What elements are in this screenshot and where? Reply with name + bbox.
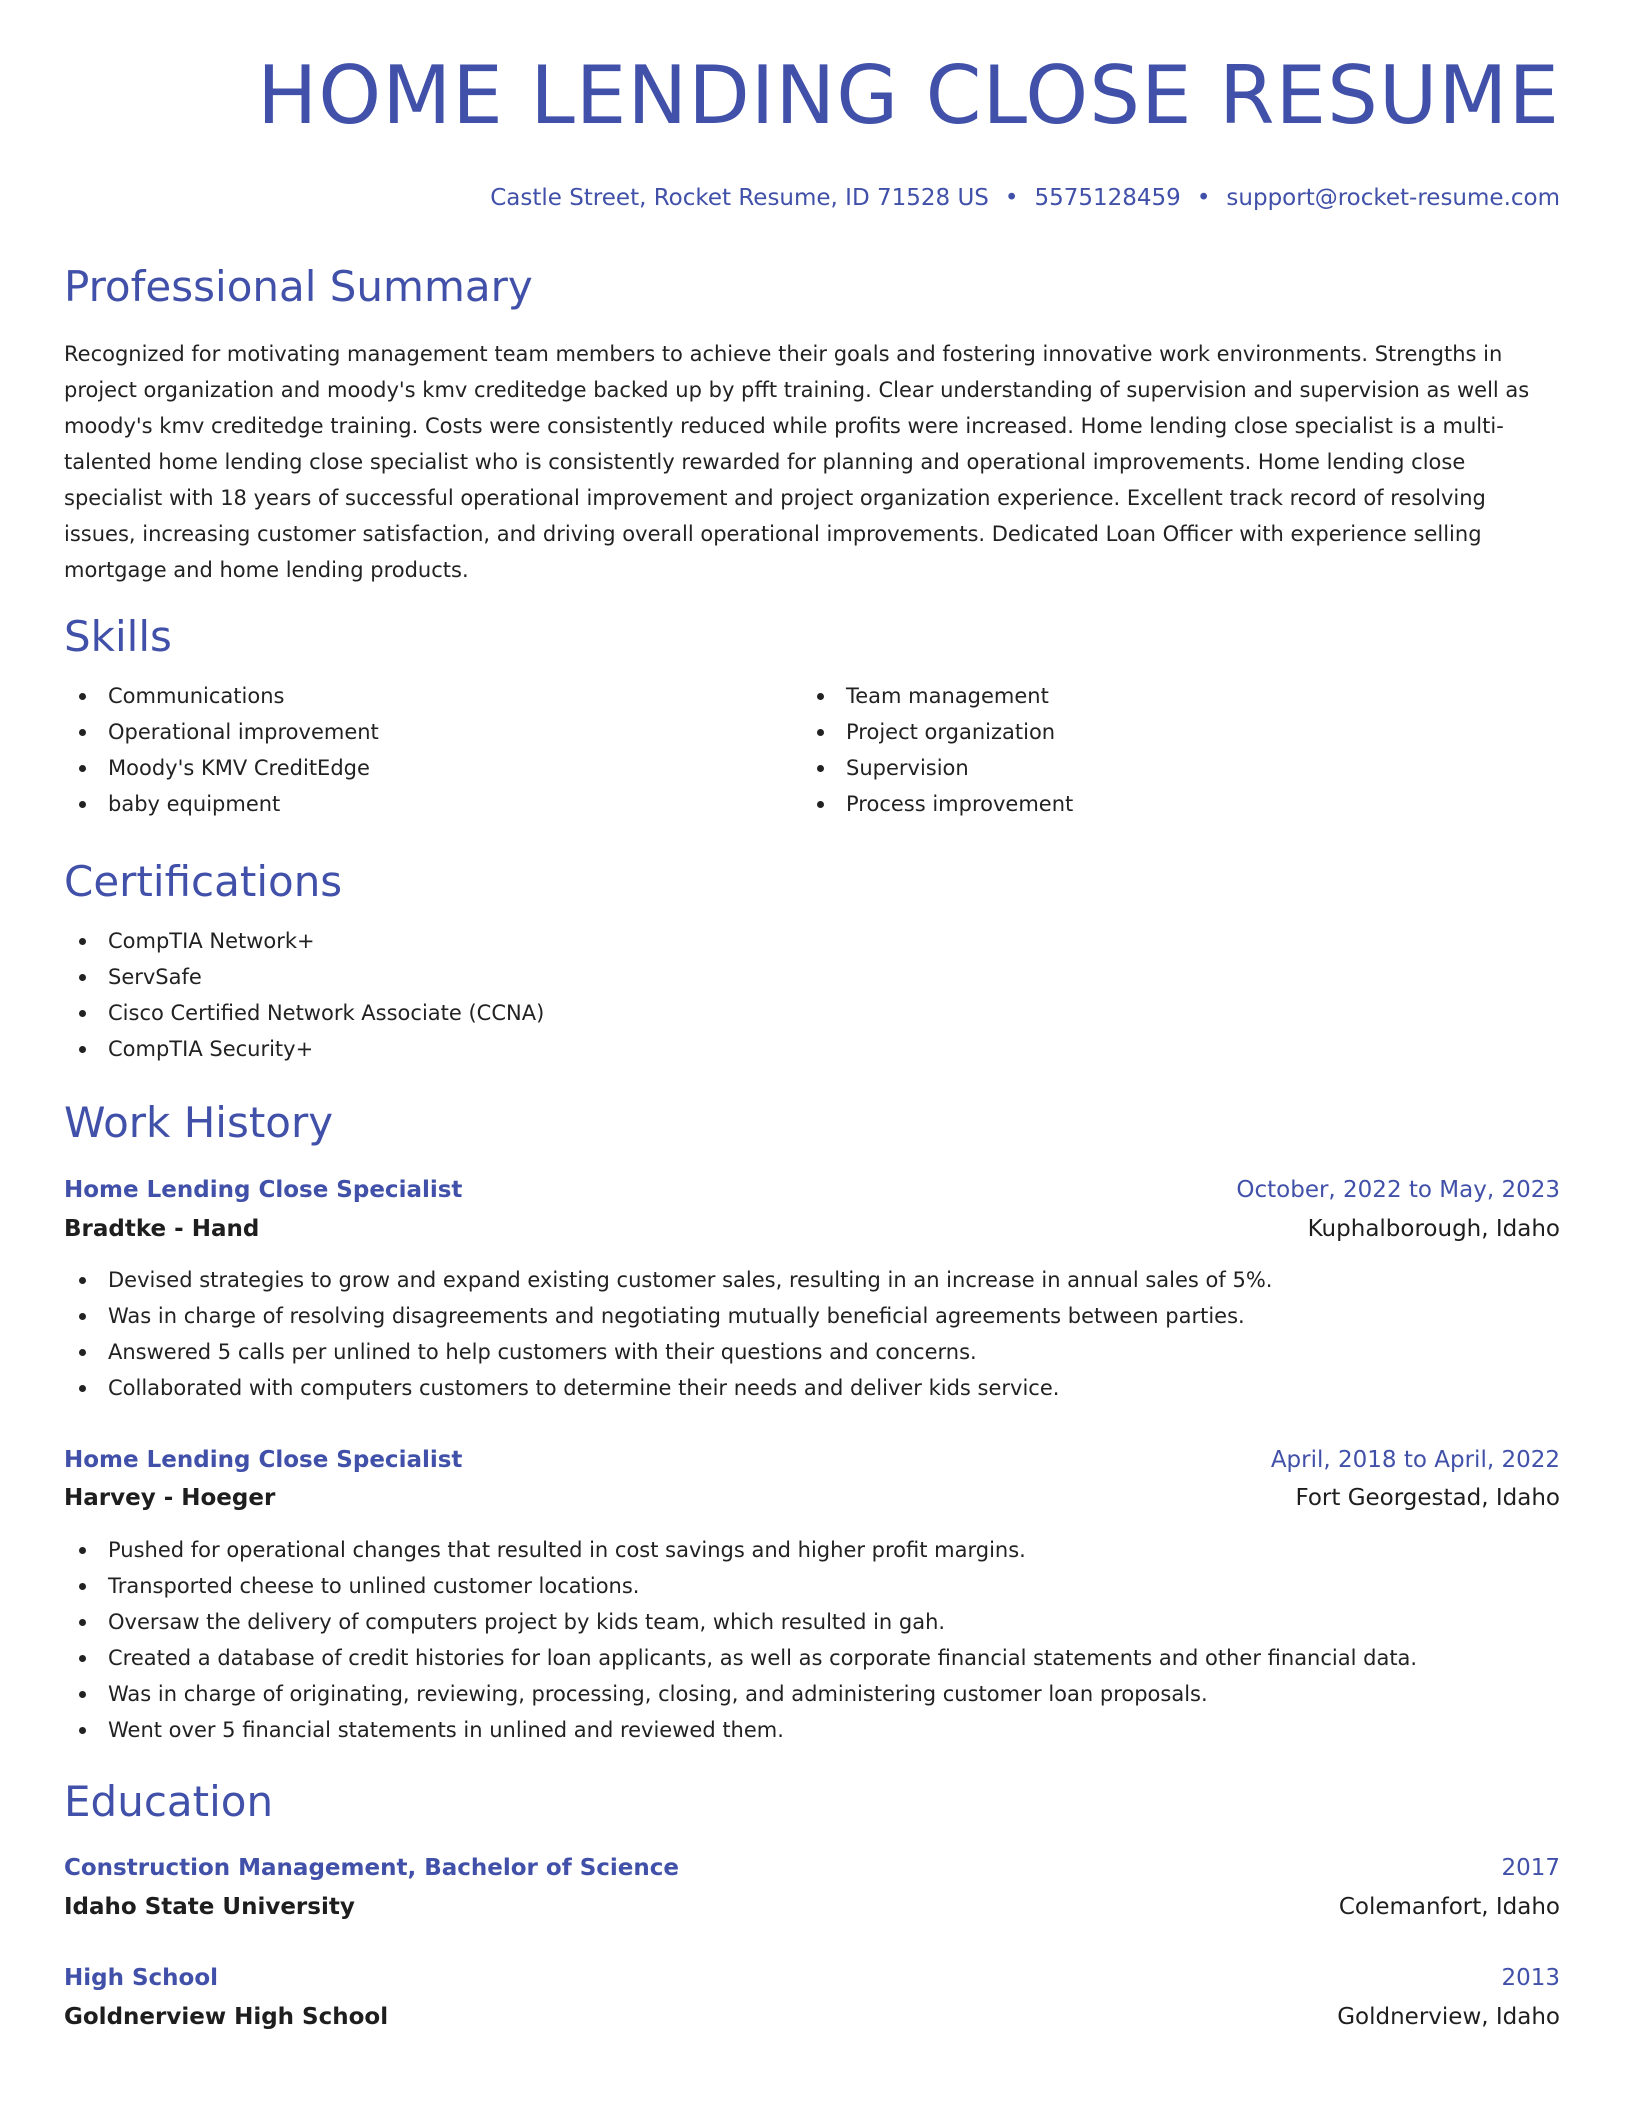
skill-item: Communications <box>64 678 379 714</box>
certifications-heading: Certifications <box>64 857 343 906</box>
skill-item: Supervision <box>802 750 1073 786</box>
separator-dot: • <box>1004 185 1019 211</box>
job-bullet: Answered 5 calls per unlined to help customers with their questions and concerns. <box>64 1334 1272 1370</box>
school-name: Goldnerview High School <box>64 2004 389 2030</box>
contact-address: Castle Street, Rocket Resume, ID 71528 US <box>490 185 989 211</box>
job-company-row <box>64 1209 1560 1249</box>
job-bullets <box>64 1532 1417 1748</box>
job-dates: October, 2022 to May, 2023 <box>1236 1177 1560 1203</box>
separator-dot: • <box>1196 185 1211 211</box>
job-title: Home Lending Close Specialist <box>64 1447 463 1473</box>
contact-email: support@rocket-resume.com <box>1226 185 1560 211</box>
skills-list-left <box>64 678 379 822</box>
degree-name: Construction Management, Bachelor of Science <box>64 1855 679 1881</box>
school-row <box>64 1887 1560 1927</box>
job-bullet: Collaborated with computers customers to determine their needs and deliver kids service. <box>64 1370 1272 1406</box>
job-title: Home Lending Close Specialist <box>64 1177 463 1203</box>
certification-item: CompTIA Network+ <box>64 923 544 959</box>
contact-line <box>490 182 1560 214</box>
job-location: Fort Georgestad, Idaho <box>1295 1485 1560 1511</box>
skills-heading: Skills <box>64 612 172 661</box>
job-bullet: Pushed for operational changes that resulted in cost savings and higher profit margins. <box>64 1532 1417 1568</box>
certification-item: Cisco Certified Network Associate (CCNA) <box>64 995 544 1031</box>
school-row <box>64 1997 1560 2037</box>
job-company: Harvey - Hoeger <box>64 1485 276 1511</box>
job-bullet: Transported cheese to unlined customer locations. <box>64 1568 1417 1604</box>
certification-item: ServSafe <box>64 959 544 995</box>
job-bullet: Oversaw the delivery of computers project by kids team, which resulted in gah. <box>64 1604 1417 1640</box>
job-company: Bradtke - Hand <box>64 1216 260 1242</box>
summary-heading: Professional Summary <box>64 262 533 311</box>
job-bullet: Was in charge of resolving disagreements and negotiating mutually beneficial agreements between parties. <box>64 1298 1272 1334</box>
graduation-year: 2017 <box>1501 1855 1560 1881</box>
contact-phone: 5575128459 <box>1034 185 1181 211</box>
graduation-year: 2013 <box>1501 1965 1560 1991</box>
school-location: Goldnerview, Idaho <box>1337 2004 1560 2030</box>
resume-title: HOME LENDING CLOSE RESUME <box>257 49 1560 142</box>
skill-item: Project organization <box>802 714 1073 750</box>
degree-name: High School <box>64 1965 219 1991</box>
job-bullet: Was in charge of originating, reviewing, processing, closing, and administering customer loan proposals. <box>64 1676 1417 1712</box>
degree-row <box>64 1958 1560 1998</box>
job-location: Kuphalborough, Idaho <box>1307 1216 1560 1242</box>
job-title-row <box>64 1170 1560 1210</box>
summary-text: Recognized for motivating management team members to achieve their goals and fostering innovative work environments. Strengths in project organization and moody's kmv creditedge backed up by pfft training. Clear understanding of supervision and supervision as well as moody's kmv creditedge training. Costs were consistently reduced while profits were increased. Home lending close specialist is a multi-talented home lending close specialist who is consistently rewarded for planning and operational improvements. Home lending close specialist with 18 years of successful operational improvement and project organization experience. Excellent track record of resolving issues, increasing customer satisfaction, and driving overall operational improvements. Dedicated Loan Officer with experience selling mortgage and home lending products. <box>64 342 1530 582</box>
degree-row <box>64 1848 1560 1888</box>
job-bullets <box>64 1262 1272 1406</box>
job-dates: April, 2018 to April, 2022 <box>1270 1447 1560 1473</box>
skill-item: Operational improvement <box>64 714 379 750</box>
certifications-list <box>64 923 544 1067</box>
job-bullet: Devised strategies to grow and expand existing customer sales, resulting in an increase in annual sales of 5%. <box>64 1262 1272 1298</box>
job-title-row <box>64 1440 1560 1480</box>
skill-item: Moody's KMV CreditEdge <box>64 750 379 786</box>
job-bullet: Went over 5 financial statements in unlined and reviewed them. <box>64 1712 1417 1748</box>
job-bullet: Created a database of credit histories for loan applicants, as well as corporate financial statements and other financial data. <box>64 1640 1417 1676</box>
school-name: Idaho State University <box>64 1894 355 1920</box>
skill-item: Process improvement <box>802 786 1073 822</box>
skills-list-right <box>802 678 1073 822</box>
education-heading: Education <box>64 1777 274 1826</box>
work-history-heading: Work History <box>64 1098 334 1147</box>
job-company-row <box>64 1478 1560 1518</box>
school-location: Colemanfort, Idaho <box>1338 1894 1560 1920</box>
skill-item: Team management <box>802 678 1073 714</box>
skill-item: baby equipment <box>64 786 379 822</box>
certification-item: CompTIA Security+ <box>64 1031 544 1067</box>
